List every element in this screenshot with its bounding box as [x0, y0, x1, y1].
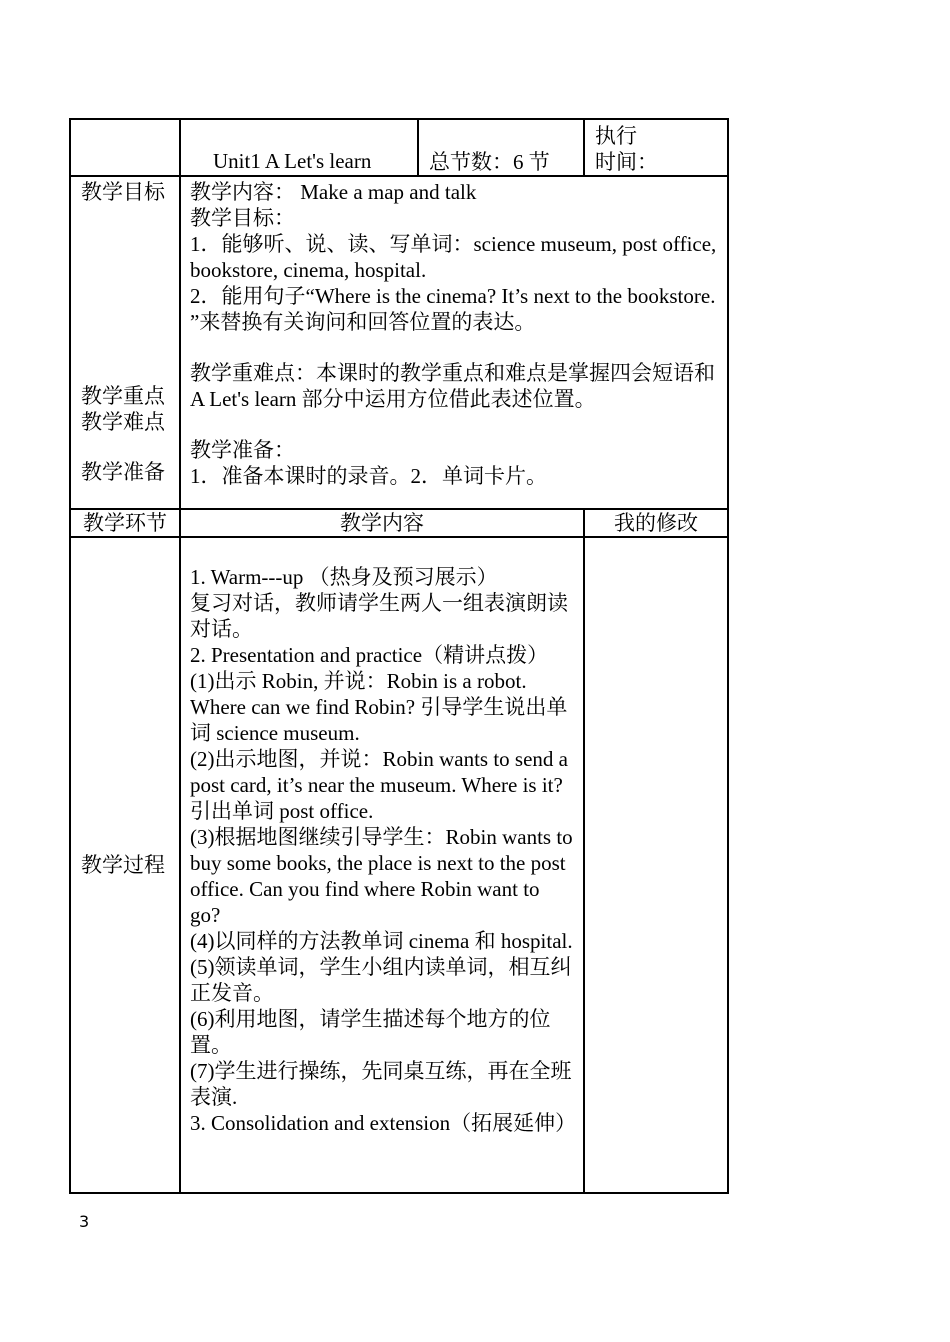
process-step: 1. Warm---up （热身及预习展示）	[190, 565, 498, 589]
my-edits-header: 我的修改	[584, 509, 728, 537]
preparation-label: 教学准备	[81, 460, 165, 484]
process-step: (3)根据地图继续引导学生：Robin wants to buy some books, the place is next to the post office. Can you find where Robin want to go?	[190, 825, 573, 927]
prep-items: 1．准备本课时的录音。2．单词卡片。	[190, 464, 547, 488]
key-difficulty: 教学重难点：本课时的教学重点和难点是掌握四会短语和 A Let's learn 部分中运用方位借此表述位置。	[190, 361, 715, 411]
process-step: 2. Presentation and practice（精讲点拨）	[190, 643, 549, 667]
page-number: 3	[79, 1212, 90, 1231]
difficulty-label: 教学难点	[81, 410, 165, 434]
process-step: (4)以同样的方法教单词 cinema 和 hospital.	[190, 929, 573, 953]
process-label: 教学过程	[70, 537, 180, 1193]
objectives-row	[70, 176, 728, 509]
lesson-plan-table	[69, 118, 729, 1194]
process-step: (7)学生进行操练，先同桌互练，再在全班表演.	[190, 1059, 572, 1109]
process-step: 复习对话，教师请学生两人一组表演朗读对话。	[190, 591, 568, 641]
process-step: (2)出示地图，并说：Robin wants to send a post card, it’s near the museum. Where is it? 引出单词 post office.	[190, 747, 568, 823]
my-edits-cell	[584, 537, 728, 1193]
objectives-content-cell	[180, 176, 728, 509]
exec-time-label-1: 执行	[595, 124, 637, 148]
goals-heading: 教学目标：	[190, 206, 295, 230]
exec-time-label-2: 时间：	[595, 150, 658, 174]
exec-time-cell	[584, 119, 728, 176]
process-step: (6)利用地图，请学生描述每个地方的位置。	[190, 1007, 551, 1057]
process-row	[70, 537, 728, 1193]
header-blank-cell	[70, 119, 180, 176]
content-line: 教学内容： Make a map and talk	[190, 180, 477, 204]
key-point-label: 教学重点	[81, 384, 165, 408]
section-header-row	[70, 509, 728, 537]
objectives-labels-cell	[70, 176, 180, 509]
goal-1: 1．能够听、说、读、写单词：science museum, post office, bookstore, cinema, hospital.	[190, 232, 717, 282]
process-step: (5)领读单词，学生小组内读单词，相互纠正发音。	[190, 955, 572, 1005]
content-header: 教学内容	[180, 509, 584, 537]
process-step: (1)出示 Robin, 并说：Robin is a robot. Where can we find Robin? 引导学生说出单词 science museum.	[190, 669, 568, 745]
process-step: 3. Consolidation and extension（拓展延伸）	[190, 1111, 577, 1135]
header-row	[70, 119, 728, 176]
goal-2: 2．能用句子“Where is the cinema? It’s next to the bookstore. ”来替换有关询问和回答位置的表达。	[190, 284, 716, 334]
process-content-cell	[180, 537, 584, 1193]
unit-title-cell	[180, 119, 418, 176]
objectives-label: 教学目标	[81, 180, 165, 204]
total-lessons: 总节数：6 节	[429, 150, 550, 174]
prep-heading: 教学准备：	[190, 438, 295, 462]
unit-title: Unit1 A Let's learn	[213, 149, 372, 173]
total-lessons-cell	[418, 119, 584, 176]
stage-header: 教学环节	[70, 509, 180, 537]
